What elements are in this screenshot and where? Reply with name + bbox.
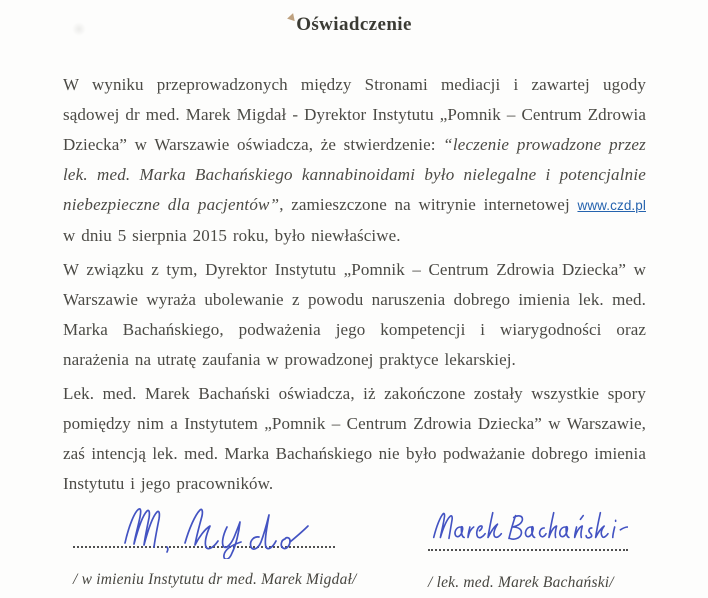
signature-line-migdal [73,546,335,548]
quoted-statement: “leczenie prowadzone przez lek. med. Marka Bachańskiego kannabinoidami było nielegalne i potencjalnie niebezpieczne dla pacjentów” [63,135,646,214]
signature-block-bachanski [428,497,658,592]
paragraph-1-lead: W wyniku przeprowadzonych między Stronami mediacji i zawartej ugody sądowej dr med. Marek Migdał - Dyrektor Instytutu „Pomnik – Centrum Zdrowia Dziecka” w Warszawie oświadcza, że stwierdzenie: [63,75,646,154]
czd-website-link[interactable]: www.czd.pl [577,198,646,213]
document-body [63,70,646,503]
paragraph-1-mid: , zamieszczone na witrynie internetowej [279,195,578,214]
signature-migdal-handwriting-icon [115,497,315,559]
paragraph-1-tail: w dniu 5 sierpnia 2015 roku, było niewłaściwe. [63,226,401,245]
paragraph-regret-statement: W związku z tym, Dyrektor Instytutu „Pomnik – Centrum Zdrowia Dziecka” w Warszawie wyraża ubolewanie z powodu naruszenia dobrego imienia lek. med. Marka Bachańskiego, podważenia jego kompetencji i wiarygodności oraz narażenia na utratę zaufania w prowadzonej praktyce lekarskiej. [63,260,646,369]
signature-line-bachanski [428,549,628,551]
page-title: Oświadczenie [296,14,412,35]
signature-caption-bachanski: / lek. med. Marek Bachański/ [428,574,614,591]
paragraph-mediation-statement [63,70,646,251]
paragraph-bachanski-statement: Lek. med. Marek Bachański oświadcza, iż zakończone zostały wszystkie spory pomiędzy nim a Instytutem „Pomnik – Centrum Zdrowia Dziecka” w Warszawie, zaś intencją lek. med. Marka Bachańskiego nie było podważanie dobrego imienia Instytutu i jego pracowników. [63,384,646,493]
signature-caption-migdal: / w imieniu Instytutu dr med. Marek Migdał/ [73,571,357,588]
signature-block-migdal [73,497,357,589]
signature-bachanski-handwriting-icon [428,507,628,547]
title-row [0,14,708,36]
